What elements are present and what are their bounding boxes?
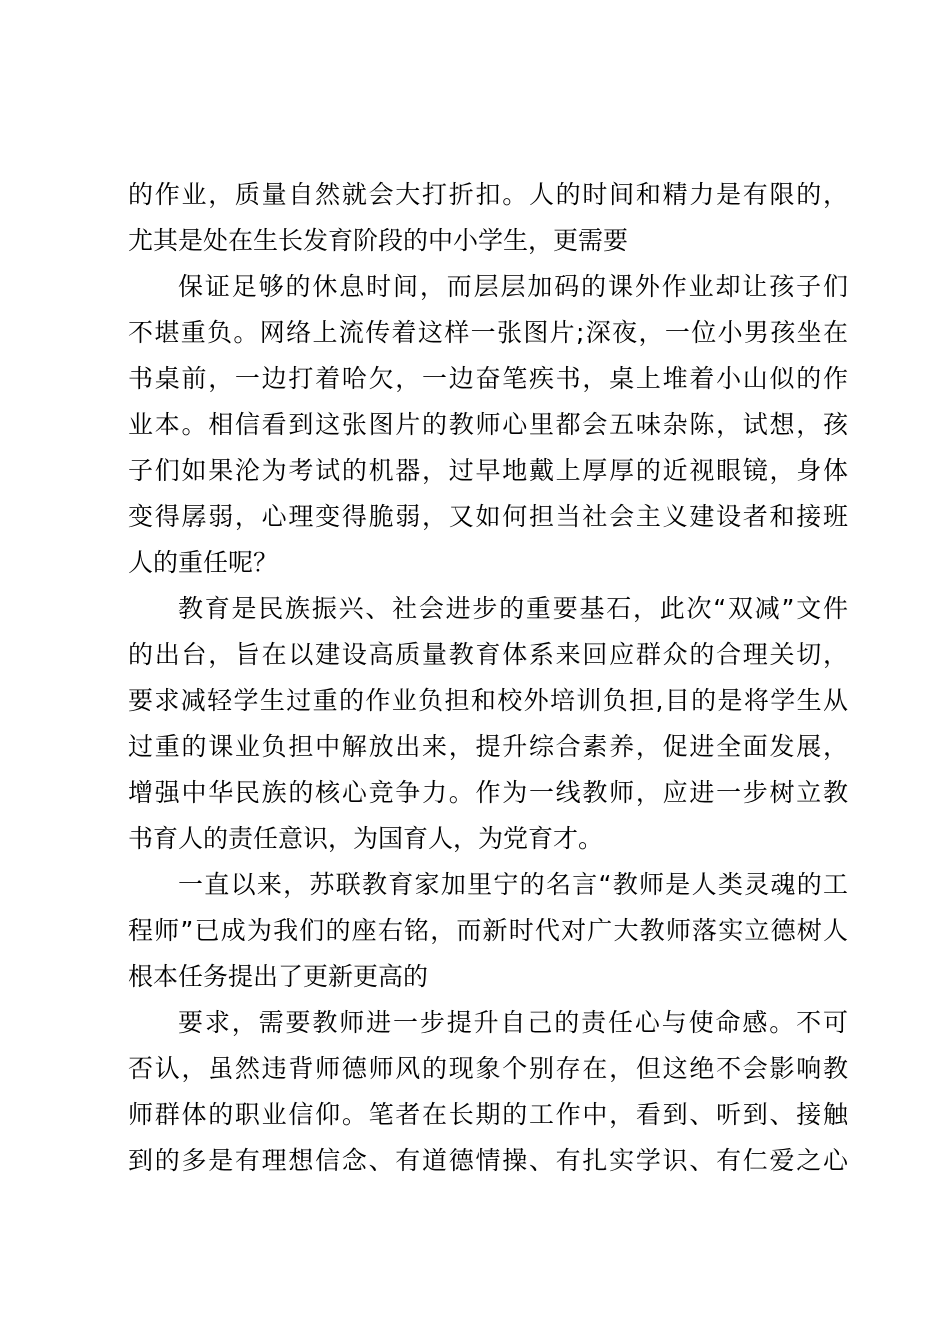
text-line: 过重的课业负担中解放出来，提升综合素养，促进全面发展， — [128, 732, 848, 761]
text-line: 师群体的职业信仰。笔者在长期的工作中，看到、听到、接触 — [128, 1100, 848, 1129]
text-line: 增强中华民族的核心竞争力。作为一线教师，应进一步树立教 — [128, 778, 848, 807]
text-line: 尤其是处在生长发育阶段的中小学生，更需要 — [128, 226, 629, 255]
text-line: 根本任务提出了更新更高的 — [128, 962, 429, 991]
text-line: 书桌前，一边打着哈欠，一边奋笔疾书，桌上堆着小山似的作 — [128, 364, 848, 393]
text-line: 保证足够的休息时间，而层层加码的课外作业却让孩子们 — [178, 272, 848, 301]
text-line: 书育人的责任意识，为国育人，为党育才。 — [128, 824, 604, 853]
text-line: 一直以来，苏联教育家加里宁的名言“教师是人类灵魂的工 — [178, 870, 848, 899]
text-line: 人的重任呢？ — [128, 548, 279, 577]
text-line: 子们如果沦为考试的机器，过早地戴上厚厚的近视眼镜，身体 — [128, 456, 848, 485]
text-line: 的出台，旨在以建设高质量教育体系来回应群众的合理关切， — [128, 640, 848, 669]
text-line: 教育是民族振兴、社会进步的重要基石，此次“双减”文件 — [178, 594, 848, 623]
text-line: 要求减轻学生过重的作业负担和校外培训负担,目的是将学生从 — [128, 686, 848, 715]
text-line: 程师”已成为我们的座右铭，而新时代对广大教师落实立德树人 — [128, 916, 848, 945]
text-line: 业本。相信看到这张图片的教师心里都会五味杂陈，试想，孩 — [128, 410, 848, 439]
text-line: 要求，需要教师进一步提升自己的责任心与使命感。不可 — [178, 1008, 848, 1037]
text-line: 到的多是有理想信念、有道德情操、有扎实学识、有仁爱之心 — [128, 1146, 848, 1175]
text-line: 不堪重负。网络上流传着这样一张图片;深夜，一位小男孩坐在 — [128, 318, 848, 347]
text-line: 否认，虽然违背师德师风的现象个别存在，但这绝不会影响教 — [128, 1054, 848, 1083]
text-line: 的作业，质量自然就会大打折扣。人的时间和精力是有限的， — [128, 180, 848, 209]
text-line: 变得孱弱，心理变得脆弱，又如何担当社会主义建设者和接班 — [128, 502, 848, 531]
